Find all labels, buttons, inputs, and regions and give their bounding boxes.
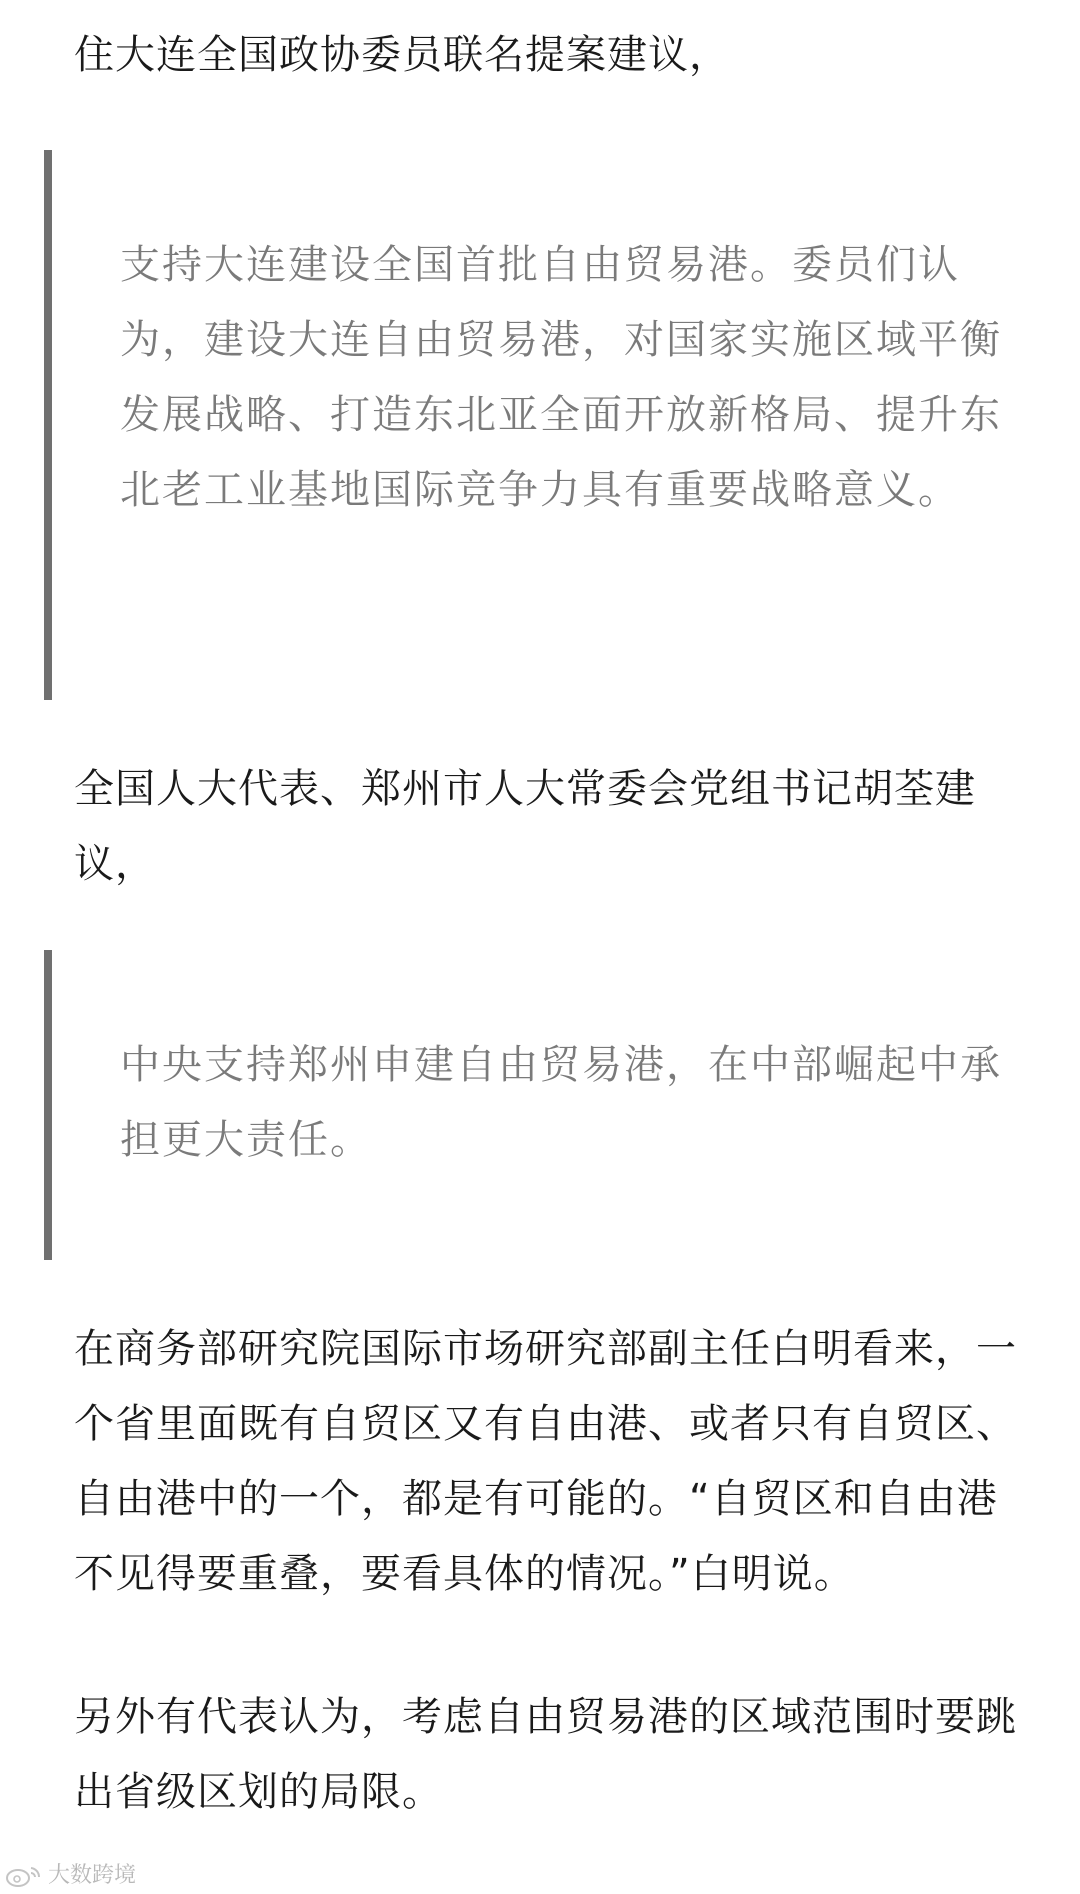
paragraph-1: 住大连全国政协委员联名提案建议， <box>74 32 730 78</box>
watermark-text: 大数跨境 <box>48 1863 137 1888</box>
blockquote-2-text: 中央支持郑州申建自由贸易港，在中部崛起中承担更大责任。 <box>120 1042 1002 1163</box>
blockquote-2 <box>44 950 1034 1260</box>
paragraph-2: 全国人大代表、郑州市人大常委会党组书记胡荃建议， <box>74 766 976 887</box>
watermark <box>4 1862 136 1890</box>
blockquote-1 <box>44 150 1034 700</box>
paragraph-3: 在商务部研究院国际市场研究部副主任白明看来，一个省里面既有自贸区又有自由港、或者只有自贸区、自由港中的一个，都是有可能的。“自贸区和自由港不见得要重叠，要看具体的情况。”白明说。 <box>74 1326 1017 1597</box>
weibo-logo-icon <box>4 1864 44 1888</box>
paragraph-4: 另外有代表认为，考虑自由贸易港的区域范围时要跳出省级区划的局限。 <box>74 1694 1017 1815</box>
blockquote-1-text: 支持大连建设全国首批自由贸易港。委员们认为，建设大连自由贸易港，对国家实施区域平衡发展战略、打造东北亚全面开放新格局、提升东北老工业基地国际竞争力具有重要战略意义。 <box>120 242 1002 513</box>
